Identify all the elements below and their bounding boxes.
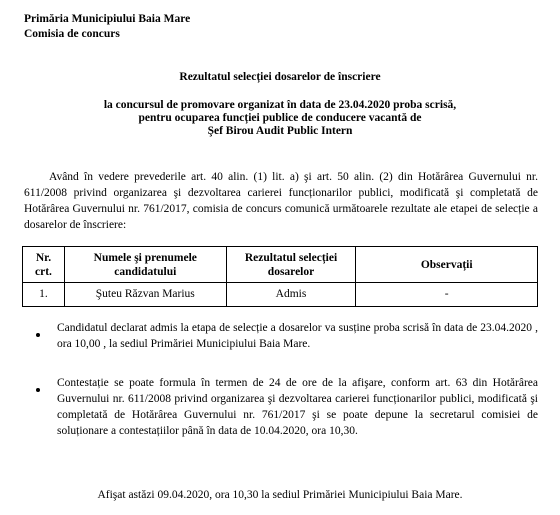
results-table <box>22 246 538 307</box>
intro-paragraph: Având în vedere prevederile art. 40 alin. (1) lit. a) şi art. 50 alin. (2) din Hotărârea Guvernului nr. 611/2008 privind organizarea şi dezvoltarea carierei funcționarilor publici, modificată şi completată de Hotărârea Guvernului nr. 761/2017, comisia de concurs comunică următoarele rezultate ale etapei de selecție a dosarelor de înscriere: <box>24 171 538 231</box>
subtitle-line-3: Şef Birou Audit Public Intern <box>207 125 353 137</box>
commission-name: Comisia de concurs <box>24 28 120 40</box>
cell-result: Admis <box>226 283 356 307</box>
header-name: Numele şi prenumele candidatului <box>64 247 226 283</box>
header-observations: Observații <box>356 247 538 283</box>
bullet-icon <box>36 333 40 337</box>
note-text: Contestație se poate formula în termen de 24 de ore de la afişare, conform art. 63 din Hotărârea Guvernului nr. 611/2008 privind organizarea şi dezvoltarea carierei funcționarilor publici, modificată şi completată de Hotărârea Guvernului nr. 761/2017 şi se poate depune la secretarul comisiei de soluționare a contestațiilor până în data de 10.04.2020, ora 10,30. <box>57 377 538 437</box>
cell-observations: - <box>356 283 538 307</box>
document-subtitle <box>0 99 560 138</box>
header-nr: Nr. crt. <box>23 247 65 283</box>
posting-note: Afişat astăzi 09.04.2020, ora 10,30 la sediul Primăriei Municipiului Baia Mare. <box>97 489 463 501</box>
table-header-row <box>23 247 538 283</box>
subtitle-line-1: la concursul de promovare organizat în data de 23.04.2020 proba scrisă, <box>103 99 457 111</box>
institution-name: Primăria Municipiului Baia Mare <box>24 13 191 25</box>
document-header <box>24 12 190 42</box>
table-row <box>23 283 538 307</box>
bullet-icon <box>36 388 40 392</box>
header-result: Rezultatul selecției dosarelor <box>226 247 356 283</box>
cell-nr: 1. <box>23 283 65 307</box>
document-title: Rezultatul selecției dosarelor de înscriere <box>179 71 381 83</box>
cell-name: Şuteu Răzvan Marius <box>64 283 226 307</box>
subtitle-line-2: pentru ocuparea funcției publice de conducere vacantă de <box>138 112 422 124</box>
note-text: Candidatul declarat admis la etapa de selecție a dosarelor va susține proba scrisă în data de 23.04.2020 , ora 10,00 , la sediul Primăriei Municipiului Baia Mare. <box>57 322 538 350</box>
